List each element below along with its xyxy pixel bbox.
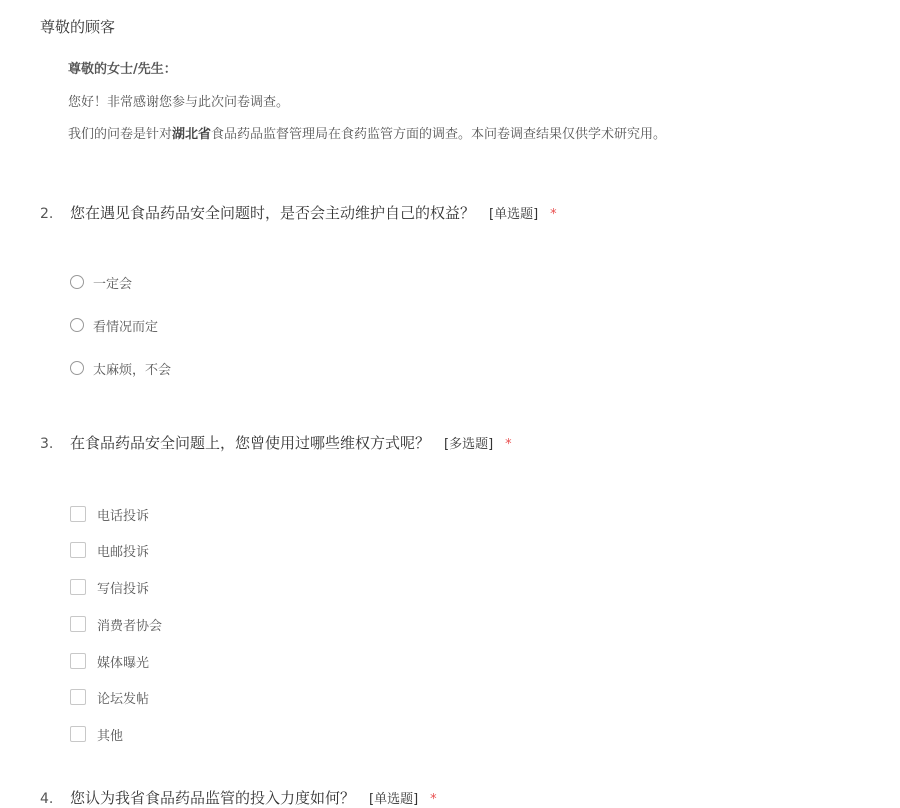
checkbox[interactable] bbox=[70, 689, 86, 705]
question-2-type: [单选题] bbox=[489, 207, 539, 222]
question-3-number: 3. bbox=[40, 436, 54, 452]
radio-button[interactable] bbox=[70, 275, 84, 289]
option-label: 媒体曝光 bbox=[97, 655, 150, 671]
question-3-option-3[interactable] bbox=[70, 577, 149, 597]
option-label: 消费者协会 bbox=[97, 618, 163, 634]
question-2-text: 您在遇见食品药品安全问题时，是否会主动维护自己的权益？ bbox=[70, 204, 476, 222]
option-label: 电话投诉 bbox=[97, 508, 150, 524]
option-label: 其他 bbox=[97, 728, 124, 744]
option-label: 电邮投诉 bbox=[97, 544, 150, 560]
question-3-option-7[interactable] bbox=[70, 724, 123, 744]
question-2-option-2[interactable] bbox=[70, 315, 158, 335]
intro-desc-before: 我们的问卷是针对 bbox=[68, 127, 173, 142]
option-label: 看情况而定 bbox=[93, 319, 159, 335]
question-3-option-4[interactable] bbox=[70, 614, 162, 634]
checkbox[interactable] bbox=[70, 616, 86, 632]
question-3-type: [多选题] bbox=[444, 437, 494, 452]
intro-desc-after: 食品药品监督管理局在食药监管方面的调查。本问卷调查结果仅供学术研究用。 bbox=[211, 127, 667, 142]
intro-description bbox=[68, 123, 666, 142]
checkbox[interactable] bbox=[70, 542, 86, 558]
question-2-required-mark: * bbox=[550, 207, 557, 222]
question-3-option-5[interactable] bbox=[70, 651, 149, 671]
radio-button[interactable] bbox=[70, 361, 84, 375]
question-3-option-6[interactable] bbox=[70, 687, 149, 707]
question-4-header bbox=[40, 787, 437, 808]
checkbox[interactable] bbox=[70, 726, 86, 742]
option-label: 太麻烦，不会 bbox=[93, 362, 172, 378]
question-2-number: 2. bbox=[40, 206, 54, 222]
question-2-option-1[interactable] bbox=[70, 272, 132, 292]
option-label: 写信投诉 bbox=[97, 581, 150, 597]
intro-thanks: 您好！非常感谢您参与此次问卷调查。 bbox=[68, 95, 290, 110]
question-3-text: 在食品药品安全问题上，您曾使用过哪些维权方式呢？ bbox=[70, 434, 431, 452]
intro-salutation: 尊敬的女士/先生： bbox=[68, 62, 177, 77]
question-4-required-mark: * bbox=[430, 792, 437, 807]
question-2-option-3[interactable] bbox=[70, 358, 171, 378]
checkbox[interactable] bbox=[70, 506, 86, 522]
question-3-option-2[interactable] bbox=[70, 540, 149, 560]
option-label: 论坛发帖 bbox=[97, 691, 150, 707]
intro-desc-province: 湖北省 bbox=[172, 127, 212, 142]
question-3-required-mark: * bbox=[505, 437, 512, 452]
checkbox[interactable] bbox=[70, 579, 86, 595]
question-4-type: [单选题] bbox=[369, 792, 419, 807]
question-3-header bbox=[40, 432, 512, 453]
option-label: 一定会 bbox=[93, 276, 133, 292]
question-4-number: 4. bbox=[40, 791, 54, 807]
question-3-option-1[interactable] bbox=[70, 504, 149, 524]
question-4-text: 您认为我省食品药品监管的投入力度如何？ bbox=[70, 789, 356, 807]
question-2-header bbox=[40, 202, 557, 223]
page-title: 尊敬的顾客 bbox=[40, 18, 116, 36]
radio-button[interactable] bbox=[70, 318, 84, 332]
checkbox[interactable] bbox=[70, 653, 86, 669]
